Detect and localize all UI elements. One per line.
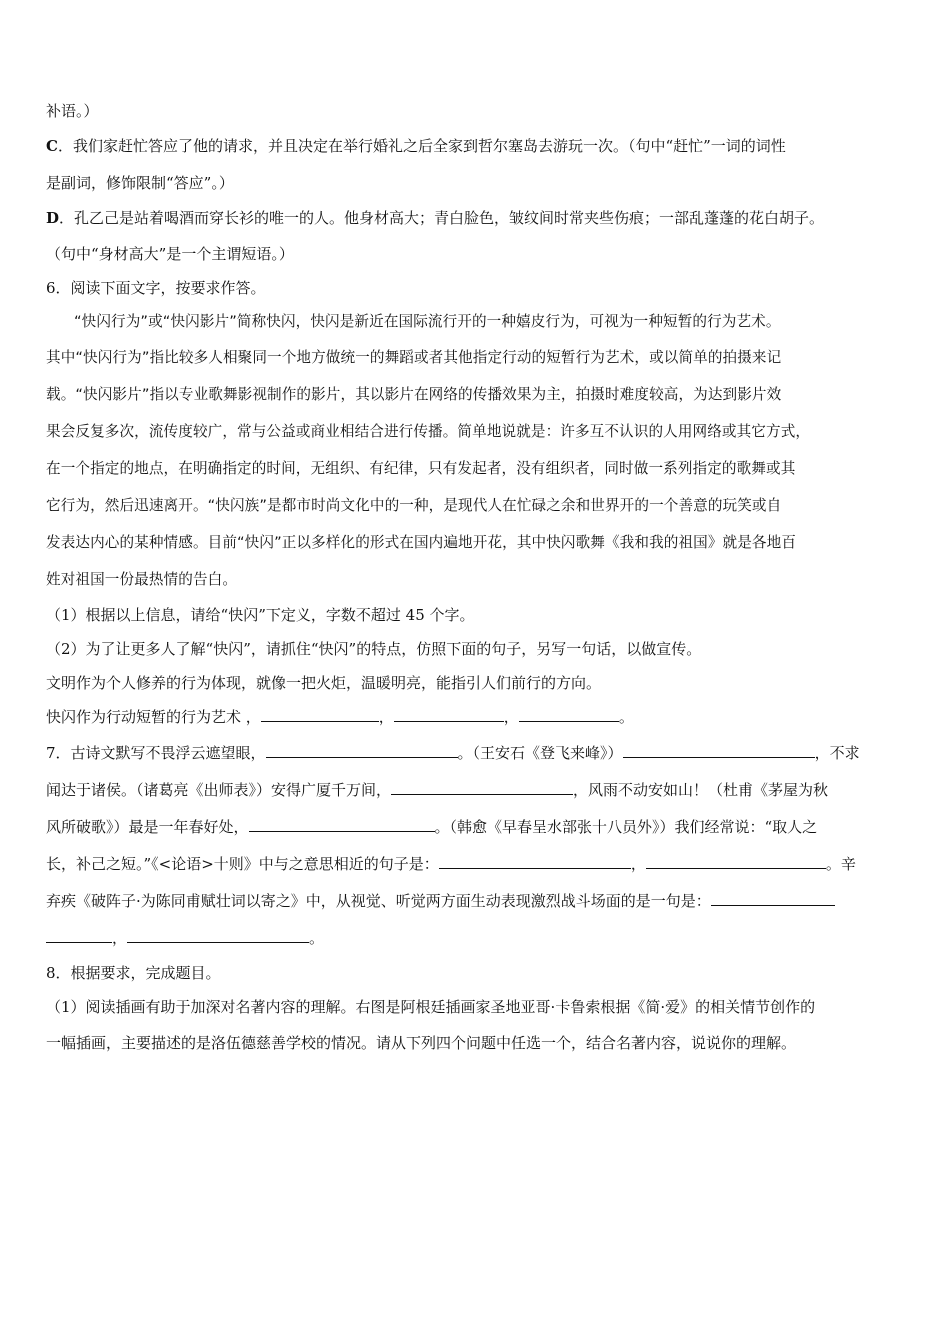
passage-line: 它行为，然后迅速离开。“快闪族”是都市时尚文化中的一种，是现代人在忙碌之余和世界开的一个善意的玩笑或自 xyxy=(46,497,782,514)
question-7-line: 长，补己之短。”《<论语>十则》中与之意思相近的句子是： ， 。辛 xyxy=(46,855,856,873)
text-line: （句中“身材高大”是一个主谓短语。） xyxy=(46,245,294,263)
option-label: C xyxy=(46,137,58,155)
passage-line: 在一个指定的地点，在明确指定的时间，无组织、有纪律，只有发起者，没有组织者，同时做一系列指定的歌舞或其 xyxy=(46,460,796,477)
text-line: 是副词，修饰限制“答应”。） xyxy=(46,174,234,192)
answer-blank[interactable] xyxy=(394,706,504,722)
answer-line: 快闪作为行动短暂的行为艺术 ， ， ， 。 xyxy=(46,708,634,726)
answer-blank[interactable] xyxy=(46,927,112,943)
question-7: 7．古诗文默写不畏浮云遮望眼， 。（王安石《登飞来峰》） ，不求 xyxy=(46,744,860,762)
text-line: 补语。） xyxy=(46,102,99,120)
answer-blank[interactable] xyxy=(439,853,631,869)
answer-blank[interactable] xyxy=(519,706,619,722)
question-8-1: （1）阅读插画有助于加深对名著内容的理解。右图是阿根廷插画家圣地亚哥·卡鲁索根据《简·爱》的相关情节创作的 xyxy=(46,998,816,1016)
question-7-line: 弃疾《破阵子·为陈同甫赋壮词以寄之》中，从视觉、听觉两方面生动表现激烈战斗场面的是一句是： xyxy=(46,890,908,912)
answer-blank[interactable] xyxy=(623,742,815,758)
passage-line: “快闪行为”或“快闪影片”简称快闪，快闪是新近在国际流行开的一种嬉皮行为，可视为一种短暂的行为艺术。 xyxy=(74,313,781,330)
example-sentence: 文明作为个人修养的行为体现，就像一把火炬，温暖明亮，能指引人们前行的方向。 xyxy=(46,674,602,692)
answer-blank[interactable] xyxy=(391,779,573,795)
passage-line: 果会反复多次，流传度较广，常与公益或商业相结合进行传播。简单地说就是：许多互不认识的人用网络或其它方式， xyxy=(46,423,811,440)
option-label: D xyxy=(46,209,60,227)
answer-blank[interactable] xyxy=(249,816,435,832)
subquestion-1: （1）根据以上信息，请给“快闪”下定义，字数不超过 45 个字。 xyxy=(46,606,475,624)
question-8-title: 8．根据要求，完成题目。 xyxy=(46,964,221,982)
answer-blank[interactable] xyxy=(127,927,309,943)
option-c: C．我们家赶忙答应了他的请求，并且决定在举行婚礼之后全家到哲尔塞岛去游玩一次。（句中“赶忙”一词的词性 xyxy=(46,137,786,155)
question-7-line: 闻达于诸侯。（诸葛亮《出师表》）安得广厦千万间， ，风雨不动安如山！（杜甫《茅屋为秋 xyxy=(46,781,829,799)
answer-blank[interactable] xyxy=(646,853,826,869)
answer-blank[interactable] xyxy=(261,706,379,722)
question-8-1-line: 一幅插画，主要描述的是洛伍德慈善学校的情况。请从下列四个问题中任选一个，结合名著内容，说说你的理解。 xyxy=(46,1034,797,1052)
answer-blank[interactable] xyxy=(711,890,835,906)
passage-line: 发表达内心的某种情感。目前“快闪”正以多样化的形式在国内遍地开花，其中快闪歌舞《我和我的祖国》就是各地百 xyxy=(46,534,797,551)
question-7-line: ， 。 xyxy=(46,927,908,949)
subquestion-2: （2）为了让更多人了解“快闪”，请抓住“快闪”的特点，仿照下面的句子，另写一句话，以做宣传。 xyxy=(46,640,702,658)
passage-line: 姓对祖国一份最热情的告白。 xyxy=(46,571,238,588)
option-d: D．孔乙己是站着喝酒而穿长衫的唯一的人。他身材高大；青白脸色，皱纹间时常夹些伤痕；一部乱蓬蓬的花白胡子。 xyxy=(46,209,825,227)
passage-line: 载。“快闪影片”指以专业歌舞影视制作的影片，其以影片在网络的传播效果为主，拍摄时难度较高，为达到影片效 xyxy=(46,386,782,403)
question-6-title: 6．阅读下面文字，按要求作答。 xyxy=(46,279,266,297)
question-7-line: 风所破歌》）最是一年春好处， 。（韩愈《早春呈水部张十八员外》）我们经常说：“取人之 xyxy=(46,818,818,836)
passage-line: 其中“快闪行为”指比较多人相聚同一个地方做统一的舞蹈或者其他指定行动的短暂行为艺术，或以简单的拍摄来记 xyxy=(46,349,782,366)
answer-blank[interactable] xyxy=(266,742,458,758)
